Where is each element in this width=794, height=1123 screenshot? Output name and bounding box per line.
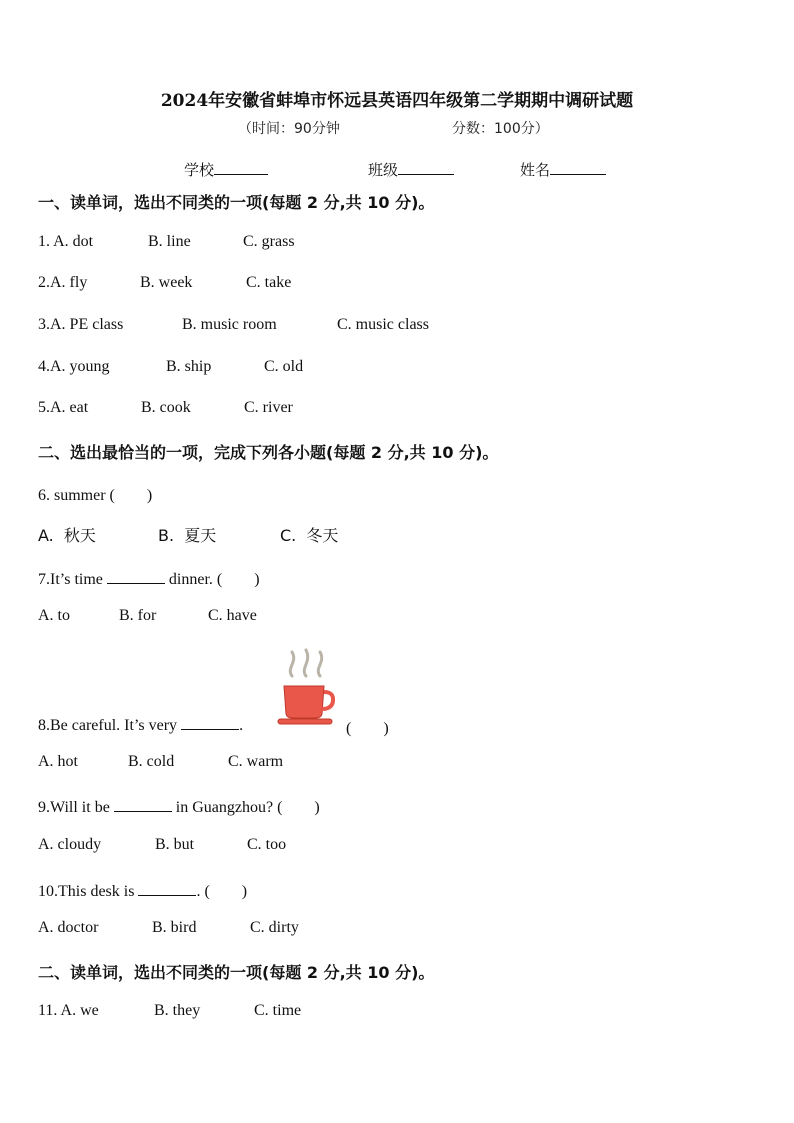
q8-stem [38, 715, 243, 735]
school-label: 学校 [184, 161, 215, 179]
q1-option-b: B. line [148, 233, 191, 250]
q10-option-b: B. bird [152, 919, 197, 936]
q4-option-a: 4.A. young [38, 358, 110, 375]
class-blank [398, 160, 454, 175]
q8-option-b: B. cold [128, 753, 175, 770]
q6-option-a: A. 秋天 [38, 526, 96, 545]
q3-option-a: 3.A. PE class [38, 316, 124, 333]
name-label: 姓名 [520, 161, 551, 179]
q9-option-a: A. cloudy [38, 836, 102, 853]
q3-option-c: C. music class [337, 316, 429, 333]
section3-heading: 二、读单词，选出不同类的一项(每题 2 分,共 10 分)。 [38, 963, 435, 982]
q7-option-b: B. for [119, 607, 157, 624]
class-label: 班级 [368, 161, 399, 179]
q8-stem-post: . [239, 717, 244, 734]
q9-option-c: C. too [247, 836, 287, 853]
q5-option-a: 5.A. eat [38, 399, 89, 416]
q3-option-b: B. music room [182, 316, 277, 333]
q9-stem-post: in Guangzhou? ( ) [171, 799, 320, 816]
name-field [520, 159, 606, 180]
q9-option-b: B. but [155, 836, 195, 853]
section2-heading: 二、选出最恰当的一项，完成下列各小题(每题 2 分,共 10 分)。 [38, 443, 499, 462]
q8-option-a: A. hot [38, 753, 78, 770]
q8-stem-pre: 8.Be careful. It’s very [38, 717, 182, 734]
q8-paren: ( ) [346, 720, 389, 737]
q7-option-c: C. have [208, 607, 257, 624]
q2-option-c: C. take [246, 274, 292, 291]
q6-stem: 6. summer ( ) [38, 487, 153, 504]
q1-option-c: C. grass [243, 233, 295, 250]
class-field [368, 159, 454, 180]
q11-option-a: 11. A. we [38, 1002, 99, 1019]
q10-stem [38, 878, 247, 901]
q10-option-a: A. doctor [38, 919, 99, 936]
section1-heading: 一、读单词，选出不同类的一项(每题 2 分,共 10 分)。 [38, 193, 435, 212]
name-blank [550, 160, 606, 175]
exam-score: 分数：100分） [452, 121, 549, 137]
q4-option-c: C. old [264, 358, 304, 375]
q7-option-a: A. to [38, 607, 70, 624]
q2-option-a: 2.A. fly [38, 274, 88, 291]
q9-blank [114, 797, 172, 812]
q6-option-c: C. 冬天 [280, 526, 339, 545]
q6-option-b: B. 夏天 [158, 526, 217, 545]
school-field [184, 159, 268, 180]
q5-option-c: C. river [244, 399, 293, 416]
page-title: 2024年安徽省蚌埠市怀远县英语四年级第二学期期中调研试题 [160, 91, 634, 111]
q9-stem [38, 794, 320, 817]
q10-stem-pre: 10.This desk is [38, 883, 139, 900]
q11-option-c: C. time [254, 1002, 302, 1019]
q1-option-a: 1. A. dot [38, 233, 94, 250]
q8-option-c: C. warm [228, 753, 284, 770]
q7-blank [107, 569, 165, 584]
q7-stem-post: dinner. ( ) [164, 571, 260, 588]
q10-blank [138, 881, 196, 896]
q5-option-b: B. cook [141, 399, 191, 416]
q10-stem-post: . ( ) [196, 883, 248, 900]
q10-option-c: C. dirty [250, 919, 299, 936]
hot-cup-icon [276, 644, 340, 730]
q4-option-b: B. ship [166, 358, 212, 375]
school-blank [214, 160, 268, 175]
q7-stem-pre: 7.It’s time [38, 571, 107, 588]
q11-option-b: B. they [154, 1002, 201, 1019]
q9-stem-pre: 9.Will it be [38, 799, 114, 816]
q7-stem [38, 566, 260, 589]
q8-blank [181, 715, 239, 730]
exam-time: （时间：90分钟 [238, 121, 340, 137]
q2-option-b: B. week [140, 274, 193, 291]
